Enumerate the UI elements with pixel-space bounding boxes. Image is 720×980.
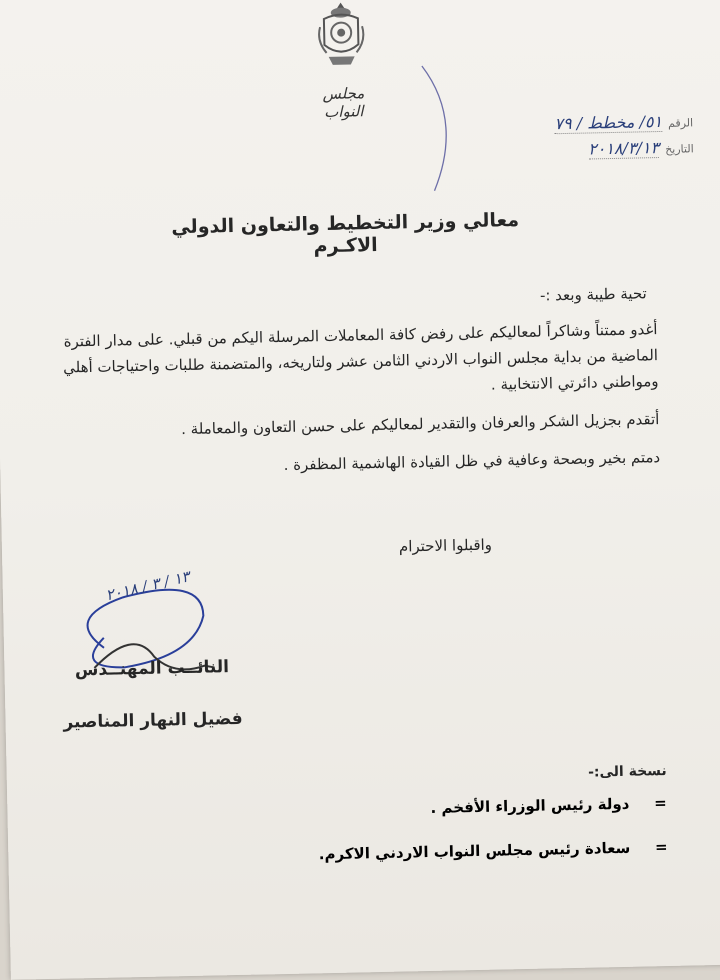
copy-item xyxy=(308,838,668,864)
handwritten-date: ١٣ / ٣ / ٢٠١٨ xyxy=(103,567,192,605)
org-name: مجلس النواب xyxy=(322,84,365,122)
copies-label: نسخة الى:- xyxy=(587,763,667,781)
reference-number-label: الرقم xyxy=(667,116,694,130)
signatory-title: النائــب المهنــدس xyxy=(74,657,230,681)
body-paragraph-1: أغدو ممتناً وشاكراً لمعاليكم على رفض كافة المعاملات المرسلة اليكم من قبلي. على مدار الفترة الماضية من بداية مجلس النواب الاردني الثامن عشر ولتاريخه، والمتضمنة طلبات واحتياجات أهلي ومواطني دائرتي الانتخابية . xyxy=(62,320,659,394)
copy-recipient: سعادة رئيس مجلس النواب الاردني الاكرم. xyxy=(318,838,631,864)
closing: واقبلوا الاحترام xyxy=(398,535,493,556)
letter-title: معالي وزير التخطيط والتعاون الدولي الاكـرم xyxy=(171,208,520,258)
greeting: تحية طيبة وبعد :- xyxy=(539,284,647,305)
reference-block xyxy=(493,111,694,167)
copy-marker: = xyxy=(653,794,667,813)
signatory-name: فضيل النهار المناصير xyxy=(63,708,243,733)
letter-body xyxy=(37,316,660,483)
body-paragraph-2: أتقدم بجزيل الشكر والعرفان والتقدير لمعاليكم على حسن التعاون والمعاملة . xyxy=(180,410,660,439)
reference-date-label: التاريخ xyxy=(664,142,694,156)
reference-date-row xyxy=(493,137,694,167)
copy-recipient: دولة رئيس الوزراء الأفخم . xyxy=(430,794,630,817)
copy-item xyxy=(307,794,667,820)
jordan-coat-of-arms-icon xyxy=(316,0,367,69)
copy-marker: = xyxy=(654,838,668,857)
reference-number-value: ٥١/ مخطط / ٧٩ xyxy=(554,111,663,134)
reference-date-value: ٢٠١٨/٣/١٣ xyxy=(587,138,660,159)
body-paragraph-3: دمتم بخير وبصحة وعافية في ظل القيادة الهاشمية المظفرة . xyxy=(283,448,661,474)
